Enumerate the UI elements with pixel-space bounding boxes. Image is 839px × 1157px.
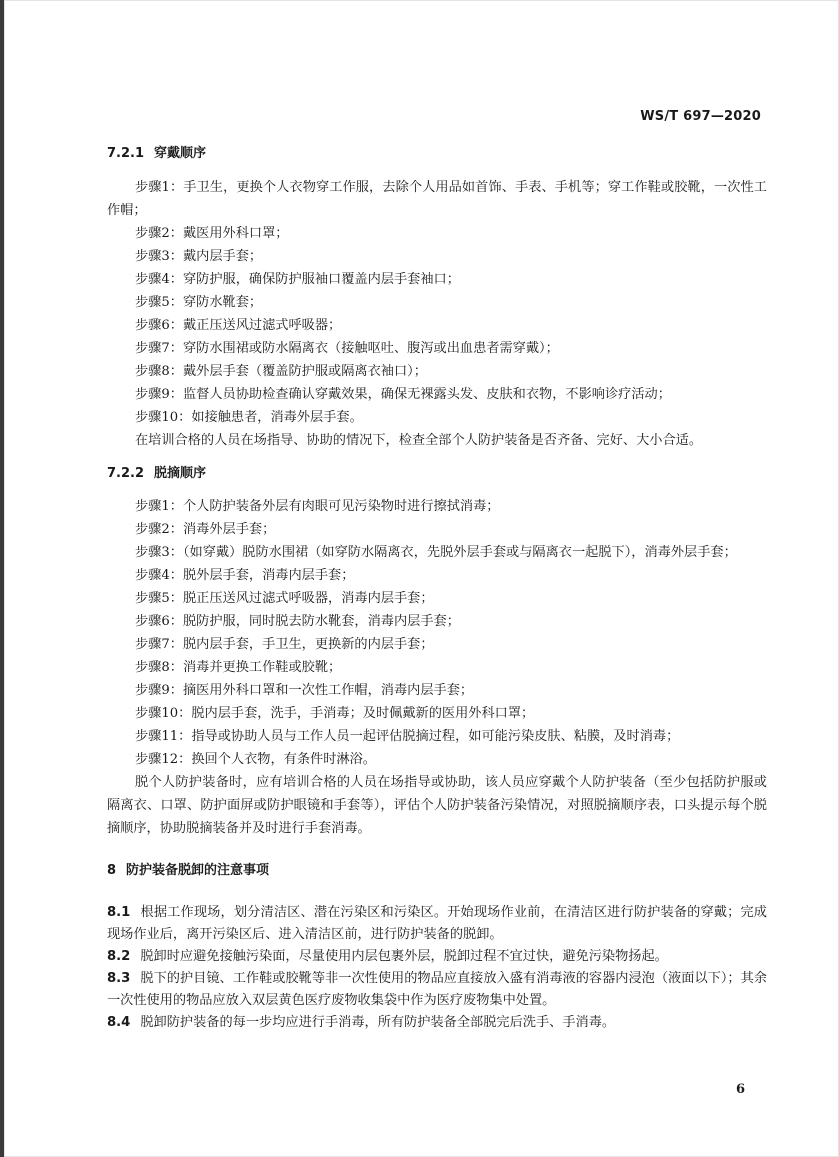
doff-step: 步骤12：换回个人衣物，有条件时淋浴。 [135,752,376,767]
doff-step-3: 步骤3：（如穿戴）脱防水围裙（如穿防水隔离衣，先脱外层手套或与隔离衣一起脱下），消毒外层手套； [135,545,737,560]
standard-number: WS/T 697—2020 [640,109,761,124]
clause-8-1 [107,902,767,946]
don-step: 步骤7：穿防水围裙或防水隔离衣（接触呕吐、腹泻或出血患者需穿戴）； [135,341,559,356]
doff-step: 步骤1：个人防护装备外层有肉眼可见污染物时进行擦拭消毒； [135,499,500,514]
doff-step: 步骤9：摘医用外科口罩和一次性工作帽，消毒内层手套； [135,683,474,698]
clause-8-2 [107,946,767,968]
doff-step: 步骤10：脱内层手套，洗手，手消毒；及时佩戴新的医用外科口罩； [135,706,535,721]
page-number: 6 [735,1082,745,1097]
clause-number: 8.3 [107,971,131,986]
clause-number: 8.4 [107,1015,131,1030]
heading-7-2-1 [107,143,767,165]
doff-step: 步骤4：脱外层手套，消毒内层手套； [135,568,355,583]
section-title: 脱摘顺序 [154,466,207,481]
don-closing: 在培训合格的人员在场指导、协助的情况下，检查全部个人防护装备是否齐备、完好、大小合适。 [135,433,703,448]
don-step: 步骤8：戴外层手套（覆盖防护服或隔离衣袖口）； [135,364,427,379]
doff-step: 步骤6：脱防护服，同时脱去防水靴套，消毒内层手套； [135,614,460,629]
clause-text: 脱卸防护装备的每一步均应进行手消毒，所有防护装备全部脱完后洗手、手消毒。 [140,1015,616,1030]
heading-8 [107,860,767,882]
doff-step: 步骤2：消毒外层手套； [135,522,276,537]
don-step: 步骤9：监督人员协助检查确认穿戴效果，确保无裸露头发、皮肤和衣物，不影响诊疗活动； [135,387,671,402]
don-step: 步骤4：穿防护服，确保防护服袖口覆盖内层手套袖口； [135,272,460,287]
clause-text: 脱下的护目镜、工作鞋或胶靴等非一次性使用的物品应直接放入盛有消毒液的容器内浸泡（液面以下）；其余一次性使用的物品应放入双层黄色医疗废物收集袋中作为医疗废物集中处置。 [107,971,767,1008]
clause-8-3 [107,968,767,1012]
doff-step: 步骤8：消毒并更换工作鞋或胶靴； [135,660,342,675]
doff-step: 步骤5：脱正压送风过滤式呼吸器，消毒内层手套； [135,591,434,606]
clause-text: 根据工作现场，划分清洁区、潜在污染区和污染区。开始现场作业前，在清洁区进行防护装备的穿戴；完成现场作业后，离开污染区后、进入清洁区前，进行防护装备的脱卸。 [107,905,767,942]
don-step: 步骤5：穿防水靴套； [135,295,263,310]
doff-step: 步骤7：脱内层手套，手卫生，更换新的内层手套； [135,637,434,652]
don-step: 步骤3：戴内层手套； [135,249,263,264]
doff-step: 步骤11：指导或协助人员与工作人员一起评估脱摘过程，如可能污染皮肤、粘膜，及时消毒； [135,729,680,744]
page-content [107,140,767,1034]
section-number: 8 [107,863,117,878]
clause-number: 8.1 [107,905,131,920]
document-page [4,0,839,1157]
heading-7-2-2 [107,463,767,485]
don-step: 步骤6：戴正压送风过滤式呼吸器； [135,318,342,333]
section-number: 7.2.2 [107,466,145,481]
section-title: 穿戴顺序 [154,146,207,161]
clause-number: 8.2 [107,949,131,964]
section-number: 7.2.1 [107,146,145,161]
don-step: 步骤10：如接触患者，消毒外层手套。 [135,410,363,425]
don-step: 步骤2：戴医用外科口罩； [135,226,289,241]
doff-closing: 脱个人防护装备时，应有培训合格的人员在场指导或协助，该人员应穿戴个人防护装备（至少包括防护服或隔离衣、口罩、防护面屏或防护眼镜和手套等），评估个人防护装备污染情况，对照脱摘顺序表，口头提示每个脱摘顺序，协助脱摘装备并及时进行手套消毒。 [107,775,767,836]
clause-text: 脱卸时应避免接触污染面，尽量使用内层包裹外层，脱卸过程不宜过快，避免污染物扬起。 [140,949,668,964]
section-title: 防护装备脱卸的注意事项 [126,863,270,878]
don-step-1: 步骤1：手卫生，更换个人衣物穿工作服，去除个人用品如首饰、手表、手机等；穿工作鞋或胶靴，一次性工作帽； [107,180,767,218]
clause-8-4 [107,1012,767,1034]
